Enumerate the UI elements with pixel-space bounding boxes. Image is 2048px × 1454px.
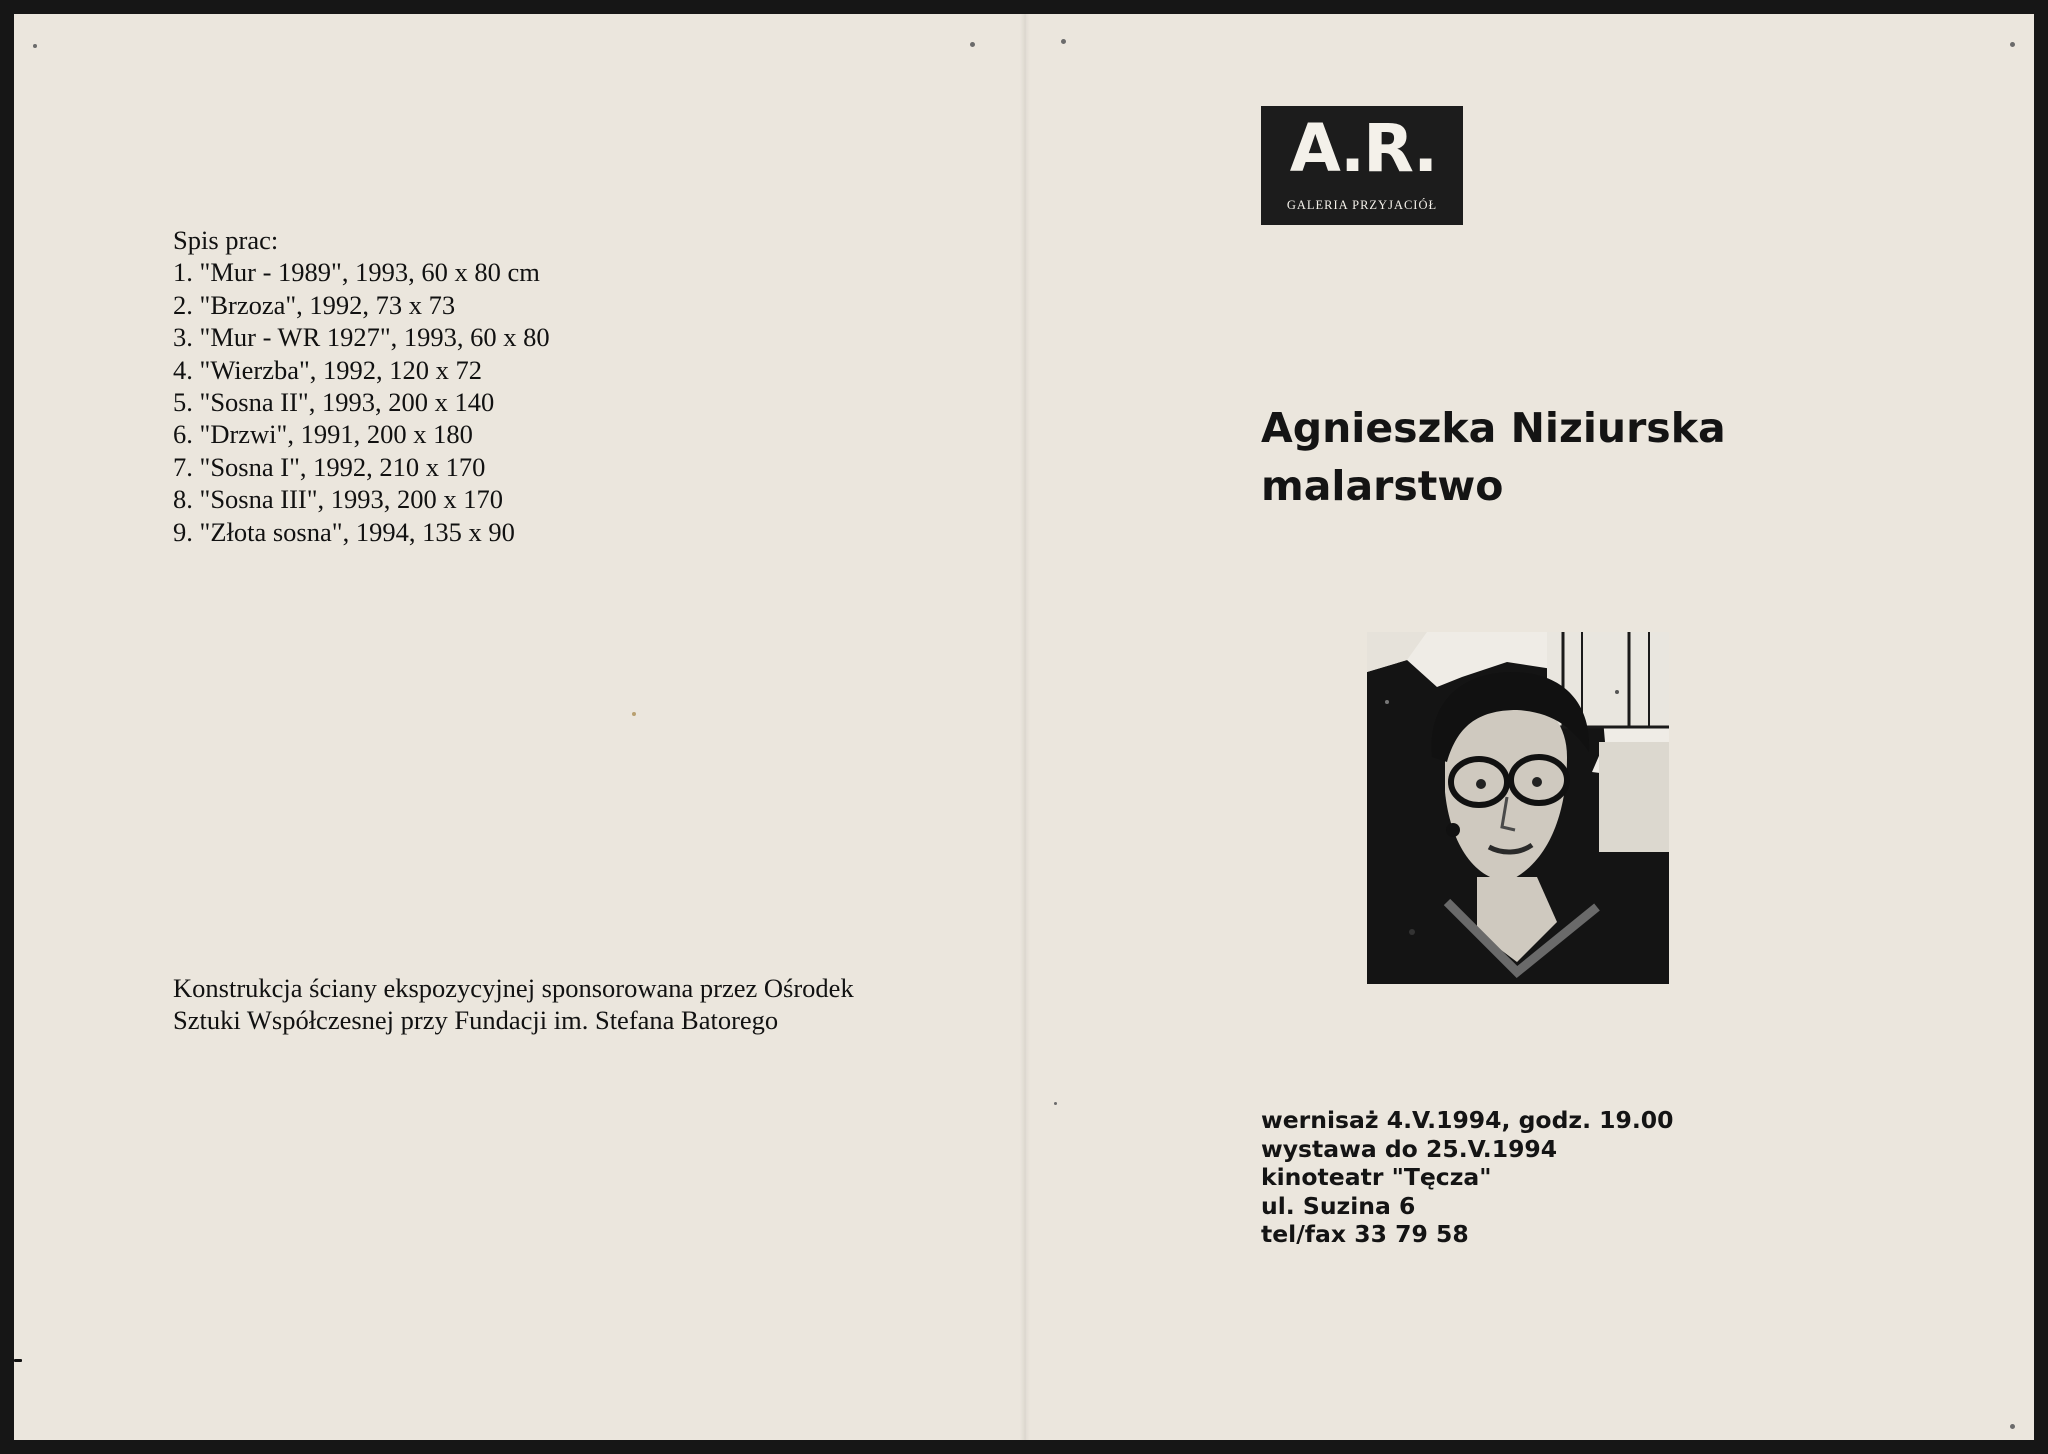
works-heading: Spis prac: (173, 225, 279, 255)
center-fold (1020, 14, 1030, 1440)
work-item: 3. "Mur - WR 1927", 1993, 60 x 80 (173, 322, 550, 353)
artist-name: Agnieszka Niziurska (1261, 404, 1726, 452)
exhibition-title (1261, 399, 1726, 515)
paper-speck (970, 42, 975, 47)
work-item: 6. "Drzwi", 1991, 200 x 180 (173, 419, 473, 450)
duration-line: wystawa do 25.V.1994 (1261, 1134, 1558, 1163)
paper-speck (1054, 1102, 1057, 1105)
work-item: 4. "Wierzba", 1992, 120 x 72 (173, 354, 483, 385)
paper-speck (1061, 39, 1066, 44)
work-item: 1. "Mur - 1989", 1993, 60 x 80 cm (173, 257, 540, 288)
paper-speck (2010, 42, 2015, 47)
work-item: 8. "Sosna III", 1993, 200 x 170 (173, 484, 504, 515)
opening-line: wernisaż 4.V.1994, godz. 19.00 (1261, 1106, 1674, 1134)
venue-line: kinoteatr "Tęcza" (1261, 1163, 1492, 1192)
sponsor-note: Konstrukcja ściany ekspozycyjnej sponsorowana przez Ośrodek Sztuki Współczesnej przy Fundacji im. Stefana Batorego (173, 973, 854, 1035)
phone-line: tel/fax 33 79 58 (1261, 1220, 1469, 1249)
work-item: 5. "Sosna II", 1993, 200 x 140 (173, 387, 495, 418)
leaflet-sheet (14, 14, 2034, 1440)
work-item: 7. "Sosna I", 1992, 210 x 170 (173, 451, 486, 482)
work-item: 2. "Brzoza", 1992, 73 x 73 (173, 289, 456, 320)
paper-speck (33, 44, 37, 48)
logo-subtitle: GALERIA PRZYJACIÓŁ (1286, 198, 1438, 212)
paper-speck (2010, 1424, 2015, 1429)
artist-portrait (1367, 632, 1669, 984)
gallery-logo (1261, 106, 1463, 225)
works-list (173, 224, 550, 548)
work-item: 9. "Złota sosna", 1994, 135 x 90 (173, 516, 515, 547)
address-line: ul. Suzina 6 (1261, 1191, 1416, 1220)
event-details (1261, 1106, 1674, 1249)
logo-mark: A.R. (1289, 110, 1437, 187)
paper-speck (14, 1359, 22, 1362)
discipline: malarstwo (1261, 462, 1504, 510)
paper-speck (632, 712, 636, 716)
